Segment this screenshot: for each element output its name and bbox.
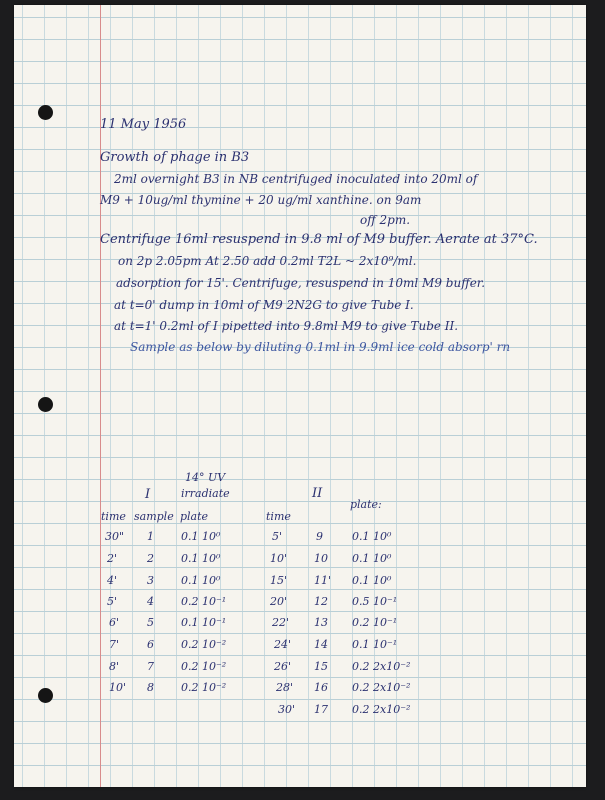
cell-time: 20' [270, 595, 288, 608]
cell-sample: 7 [147, 660, 154, 673]
note-line: Centrifuge 16ml resuspend in 9.8 ml of M9 buffer. Aerate at 37°C. [100, 232, 538, 247]
cell-plate: 0.2 10⁻² [181, 681, 227, 694]
cell-time: 30" [105, 530, 125, 543]
cell-plate: 0.2 10⁻¹ [352, 616, 398, 629]
column-header-time: time [266, 510, 291, 523]
cell-sample: 6 [147, 638, 154, 651]
cell-plate: 0.1 10⁰ [181, 552, 221, 565]
date: 11 May 1956 [100, 117, 187, 132]
cell-sample: 2 [147, 552, 154, 565]
cell-sample: 5 [147, 616, 154, 629]
column-header-plate: plate [180, 510, 209, 523]
cell-time: 22' [272, 616, 290, 629]
cell-plate: 0.1 10⁻¹ [181, 616, 227, 629]
cell-time: 10' [270, 552, 288, 565]
cell-time: 8' [109, 660, 120, 673]
heading: Growth of phage in B3 [100, 150, 250, 165]
cell-time: 24' [274, 638, 292, 651]
cell-time: 5' [107, 595, 118, 608]
cell-sample: 9 [316, 530, 323, 543]
cell-sample: 10 [314, 552, 328, 565]
punch-hole [38, 105, 53, 120]
cell-plate: 0.2 10⁻¹ [181, 595, 227, 608]
cell-sample: 12 [314, 595, 328, 608]
column-header-sample: sample [134, 510, 174, 523]
punch-hole [38, 688, 53, 703]
note-line: M9 + 10ug/ml thymine + 20 ug/ml xanthine. on 9am [100, 193, 422, 207]
cell-time: 5' [272, 530, 283, 543]
note-line: at t=0' dump in 10ml of M9 2N2G to give Tube I. [114, 298, 414, 312]
cell-sample: 11' [314, 574, 332, 587]
cell-plate: 0.1 10⁰ [181, 574, 221, 587]
cell-sample: 4 [147, 595, 154, 608]
cell-plate: 0.1 10⁰ [352, 552, 392, 565]
cell-plate: 0.2 2x10⁻² [352, 703, 411, 716]
cell-plate: 0.1 10⁰ [352, 530, 392, 543]
cell-sample: 3 [147, 574, 154, 587]
table-II-label: II [312, 486, 323, 501]
cell-plate: 0.5 10⁻¹ [352, 595, 398, 608]
note-line: on 2p 2.05pm At 2.50 add 0.2ml T2L ~ 2x10⁹/ml. [118, 254, 417, 268]
cell-time: 30' [278, 703, 296, 716]
cell-plate: 0.2 10⁻² [181, 660, 227, 673]
cell-time: 10' [109, 681, 127, 694]
note-line: 2ml overnight B3 in NB centrifuged inoculated into 20ml of [114, 172, 478, 186]
cell-plate: 0.2 10⁻² [181, 638, 227, 651]
uv-note: irradiate [181, 487, 230, 500]
cell-time: 2' [107, 552, 118, 565]
cell-sample: 15 [314, 660, 328, 673]
cell-sample: 14 [314, 638, 328, 651]
note-line: at t=1' 0.2ml of I pipetted into 9.8ml M9 to give Tube II. [114, 319, 459, 333]
cell-plate: 0.2 2x10⁻² [352, 660, 411, 673]
notebook-page [14, 5, 586, 787]
cell-time: 7' [109, 638, 120, 651]
uv-note: 14° UV [185, 471, 226, 484]
cell-plate: 0.1 10⁰ [352, 574, 392, 587]
column-header-time: time [101, 510, 126, 523]
cell-time: 15' [270, 574, 288, 587]
table-I-label: I [145, 487, 151, 502]
cell-time: 4' [107, 574, 118, 587]
cell-sample: 17 [314, 703, 328, 716]
cell-sample: 16 [314, 681, 328, 694]
note-line: Sample as below by diluting 0.1ml in 9.9ml ice cold absorp' rn [130, 340, 511, 354]
cell-time: 26' [274, 660, 292, 673]
cell-plate: 0.1 10⁻¹ [352, 638, 398, 651]
punch-hole [38, 397, 53, 412]
cell-plate: 0.2 2x10⁻² [352, 681, 411, 694]
cell-plate: 0.1 10⁰ [181, 530, 221, 543]
cell-time: 28' [276, 681, 294, 694]
column-header-plate: plate: [350, 498, 382, 511]
cell-sample: 8 [147, 681, 154, 694]
cell-time: 6' [109, 616, 120, 629]
cell-sample: 13 [314, 616, 328, 629]
note-line: adsorption for 15'. Centrifuge, resuspend in 10ml M9 buffer. [116, 276, 486, 290]
note-line: off 2pm. [360, 213, 411, 227]
cell-sample: 1 [147, 530, 154, 543]
